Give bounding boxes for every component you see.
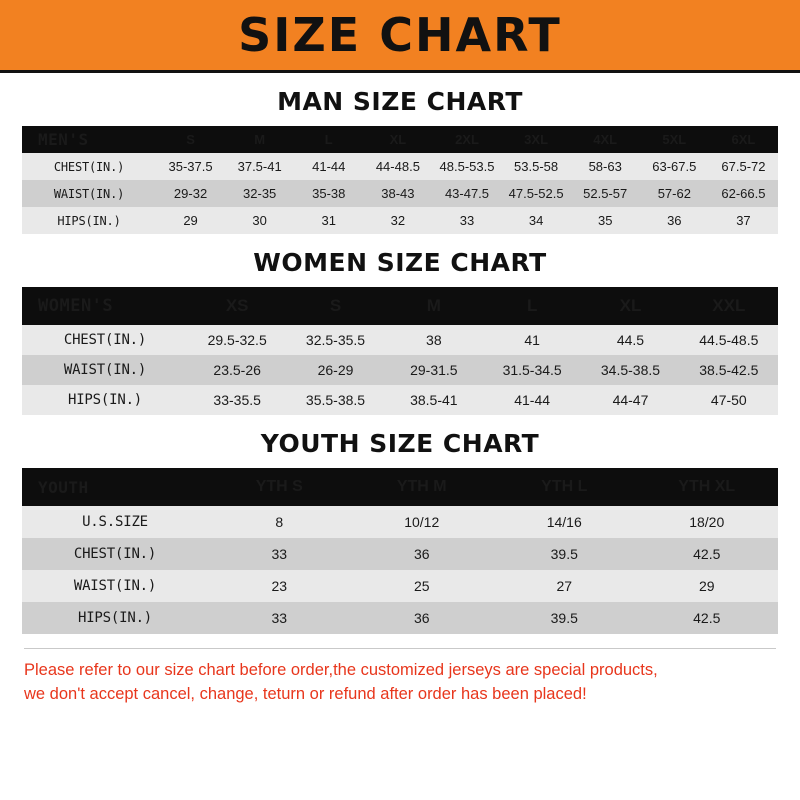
column-header: XXL [712,296,746,315]
table-cell: 37 [736,213,751,228]
table-cell: 32.5-35.5 [305,332,366,348]
column-header: XL [619,296,642,315]
women-table-body [22,325,778,415]
table-cell: 63-67.5 [652,159,697,174]
table-cell: 42.5 [693,610,721,626]
table-cell: 29-32 [173,186,208,201]
column-header: MEN'S [38,130,89,149]
table-cell: 52.5-57 [583,186,628,201]
row-label: HIPS(IN.) [57,213,121,228]
table-cell: 33 [271,610,288,626]
table-cell: 39.5 [550,546,578,562]
row-label: HIPS(IN.) [77,610,153,626]
table-cell: 53.5-58 [514,159,559,174]
table-cell: 38.5-41 [410,392,458,408]
column-header: XL [389,132,407,147]
table-cell: 36 [667,213,682,228]
youth-size-section [0,429,800,634]
table-cell: 57-62 [657,186,691,201]
column-header: YOUTH [38,477,89,497]
column-header: S [186,132,195,147]
table-cell: 23.5-26 [213,362,261,378]
table-cell: 35-37.5 [168,159,213,174]
table-cell: 34.5-38.5 [600,362,661,378]
table-cell: 48.5-53.5 [439,159,495,174]
table-cell: 8 [275,514,284,530]
column-header: L [324,132,333,147]
youth-size-table [22,468,778,634]
table-cell: 41-44 [312,159,346,174]
row-label: WAIST(IN.) [73,578,157,594]
men-table-body [22,153,778,234]
table-cell: 39.5 [550,610,578,626]
table-row [22,506,778,538]
table-cell: 36 [413,546,430,562]
table-cell: 26-29 [317,362,354,378]
men-size-section [0,87,800,234]
women-section-title: WOMEN SIZE CHART [253,248,547,277]
table-row [22,207,778,234]
youth-table-header [22,468,778,506]
table-cell: 31.5-34.5 [502,362,562,378]
table-cell: 35 [597,213,613,228]
table-cell: 44-48.5 [375,159,420,174]
column-header: S [329,296,342,315]
table-cell: 36 [413,610,430,626]
table-header-row [22,126,778,153]
table-cell: 42.5 [693,546,721,562]
table-cell: 29 [698,578,715,594]
youth-section-title: YOUTH SIZE CHART [260,429,540,458]
column-header: 5XL [662,132,687,147]
column-header: M [254,132,266,147]
row-label: CHEST(IN.) [63,332,147,348]
table-row [22,355,778,385]
row-label: WAIST(IN.) [53,186,125,201]
table-cell: 41-44 [514,392,551,408]
table-cell: 27 [556,578,573,594]
row-label: U.S.SIZE [82,514,148,530]
column-header: XS [225,296,249,315]
table-cell: 58-63 [588,159,622,174]
footer-note [24,648,776,707]
table-cell: 34 [528,213,544,228]
table-cell: 47.5-52.5 [508,186,564,201]
row-label: WAIST(IN.) [63,362,147,378]
table-header-row [22,287,778,325]
table-cell: 18/20 [689,514,725,530]
table-cell: 29 [183,213,198,228]
table-row [22,602,778,634]
table-row [22,538,778,570]
column-header: YTH L [541,478,588,495]
table-header-row [22,468,778,506]
column-header: YTH M [396,478,447,495]
banner [0,0,800,73]
column-header: YTH S [255,478,303,495]
men-section-title: MAN SIZE CHART [277,87,523,116]
table-cell: 62-66.5 [721,186,766,201]
table-cell: 31 [321,213,336,228]
table-row [22,385,778,415]
table-cell: 47-50 [710,392,747,408]
table-cell: 35-38 [312,186,346,201]
table-row [22,325,778,355]
table-cell: 29.5-32.5 [207,332,267,348]
row-label: HIPS(IN.) [67,392,143,408]
table-cell: 33 [271,546,288,562]
row-label: CHEST(IN.) [53,159,125,174]
row-label: CHEST(IN.) [73,546,157,562]
column-header: YTH XL [678,478,736,495]
column-header: M [426,296,441,315]
table-cell: 30 [252,213,267,228]
table-cell: 38-43 [381,186,415,201]
table-cell: 38 [426,332,442,348]
table-cell: 44.5 [616,332,645,348]
column-header: 3XL [524,132,549,147]
women-size-table [22,287,778,415]
column-header: 4XL [593,132,618,147]
table-cell: 37.5-41 [237,159,282,174]
column-header: 2XL [455,132,479,147]
table-cell: 44-47 [612,392,649,408]
women-size-section [0,248,800,415]
table-cell: 29-31.5 [410,362,458,378]
men-size-table [22,126,778,234]
footer-line-2: we don't accept cancel, change, teturn or refund after order has been placed! [24,684,587,703]
table-cell: 33-35.5 [213,392,261,408]
column-header: L [526,296,538,315]
table-cell: 44.5-48.5 [699,332,759,348]
table-cell: 35.5-38.5 [305,392,366,408]
table-cell: 43-47.5 [444,186,490,201]
page-title: SIZE CHART [238,8,562,62]
table-cell: 67.5-72 [721,159,766,174]
women-table-header [22,287,778,325]
table-cell: 10/12 [404,514,440,530]
table-cell: 33 [459,213,475,228]
column-header: 6XL [731,132,756,147]
table-cell: 23 [271,578,288,594]
table-row [22,180,778,207]
table-cell: 32-35 [243,186,277,201]
table-cell: 41 [524,332,540,348]
table-cell: 25 [413,578,430,594]
table-cell: 38.5-42.5 [699,362,759,378]
column-header: WOMEN'S [38,296,114,316]
table-row [22,570,778,602]
table-row [22,153,778,180]
men-table-header [22,126,778,153]
youth-table-body [22,506,778,634]
footer-line-1: Please refer to our size chart before order,the customized jerseys are special products, [24,661,658,679]
table-cell: 32 [390,213,406,228]
table-cell: 14/16 [546,514,582,530]
